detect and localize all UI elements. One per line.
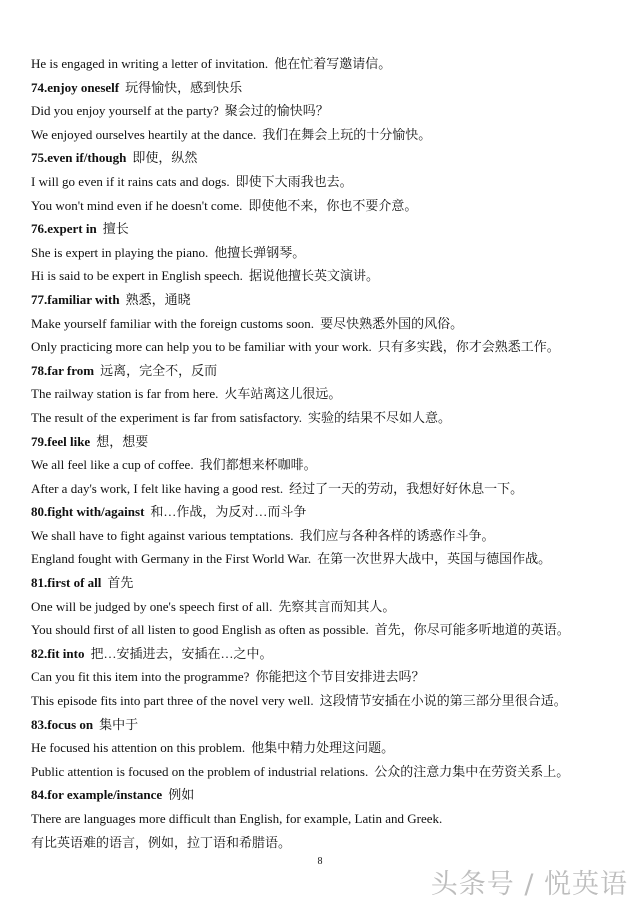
example-sentence [31,241,631,265]
example-sentence [31,382,631,406]
example-sentence [31,760,631,784]
example-sentence [31,170,631,194]
chinese-translation: 这段情节安插在小说的第三部分里很合适。 [319,693,567,709]
phrase-meaning: 集中于 [99,716,139,732]
english-text: You should first of all listen to good English as often as possible. [31,622,369,638]
example-sentence [31,99,631,123]
english-text: This episode fits into part three of the novel very well. [31,693,314,709]
example-sentence [31,595,631,619]
phrase-heading [31,713,631,737]
example-sentence [31,194,631,218]
phrase-heading [31,76,631,100]
chinese-translation: 首先，你尽可能多听地道的英语。 [374,622,570,638]
example-sentence [31,52,631,76]
english-text: We enjoyed ourselves heartily at the dance. [31,126,257,142]
chinese-translation: 即使他不来，你也不要介意。 [248,197,418,213]
page-number: 8 [317,856,323,867]
english-text: I will go even if it rains cats and dogs. [31,173,230,189]
phrase-meaning: 即使，纵然 [132,150,198,166]
english-text: The result of the experiment is far from satisfactory. [31,409,302,425]
phrase-heading [31,359,631,383]
chinese-translation: 公众的注意力集中在劳资关系上。 [374,763,570,779]
chinese-translation: 你能把这个节目安排进去吗？ [255,669,425,685]
example-sentence [31,123,631,147]
phrase-term: 74.enjoy oneself [31,79,120,95]
phrase-term: 78.far from [31,362,95,378]
example-sentence [31,477,631,501]
chinese-translation: 他集中精力处理这问题。 [251,740,395,756]
phrase-meaning: 玩得愉快，感到快乐 [125,79,243,95]
example-sentence [31,312,631,336]
english-text: England fought with Germany in the First World War. [31,551,312,567]
phrase-heading [31,288,631,312]
phrase-term: 80.fight with/against [31,504,145,520]
phrase-meaning: 远离，完全不，反而 [100,362,218,378]
watermark: 头条号 / 悦英语 [430,869,628,900]
english-text: Can you fit this item into the programme? [31,669,250,685]
english-text: There are languages more difficult than English, for example, Latin and Greek. [31,811,443,826]
phrase-term: 76.expert in [31,221,97,237]
example-sentence [31,831,631,855]
chinese-translation: 只有多实践，你才会熟悉工作。 [377,339,560,355]
english-text: We all feel like a cup of coffee. [31,457,194,473]
chinese-translation: 在第一次世界大战中，英国与德国作战。 [317,551,552,567]
phrase-term: 75.even if/though [31,150,127,166]
phrase-heading [31,783,631,807]
chinese-translation: 他擅长弹钢琴。 [214,244,306,260]
example-sentence [31,736,631,760]
document-body [31,52,631,854]
chinese-translation: 聚会过的愉快吗？ [224,103,329,119]
chinese-translation: 实验的结果不尽如人意。 [307,409,451,425]
phrase-term: 81.first of all [31,575,102,591]
phrase-meaning: 和…作战，为反对…而斗争 [150,504,307,520]
chinese-translation: 有比英语难的语言，例如，拉丁语和希腊语。 [31,834,292,850]
english-text: Make yourself familiar with the foreign customs soon. [31,315,315,331]
example-sentence [31,335,631,359]
english-text: Public attention is focused on the problem of industrial relations. [31,763,369,779]
chinese-translation: 先察其言而知其人。 [278,598,396,614]
example-sentence [31,264,631,288]
chinese-translation: 我们应与各种各样的诱惑作斗争。 [299,527,495,543]
english-text: He is engaged in writing a letter of invitation. [31,56,269,71]
example-sentence [31,689,631,713]
phrase-meaning: 想，想要 [96,433,149,449]
english-text: The railway station is far from here. [31,386,219,402]
phrase-heading [31,430,631,454]
english-text: One will be judged by one's speech first of all. [31,598,273,614]
phrase-term: 79.feel like [31,433,91,449]
english-text: After a day's work, I felt like having a good rest. [31,480,284,496]
phrase-meaning: 擅长 [102,221,129,237]
phrase-term: 84.for example/instance [31,787,163,803]
example-sentence [31,406,631,430]
english-text: We shall have to fight against various temptations. [31,527,294,543]
english-text: Did you enjoy yourself at the party? [31,103,219,119]
phrase-meaning: 首先 [107,575,134,591]
phrase-heading [31,642,631,666]
example-sentence [31,547,631,571]
chinese-translation: 我们都想来杯咖啡。 [199,457,317,473]
phrase-meaning: 把…安插进去，安插在…之中。 [90,645,273,661]
english-text: He focused his attention on this problem. [31,740,246,756]
phrase-meaning: 熟悉，通晓 [125,291,191,307]
phrase-term: 82.fit into [31,645,85,661]
chinese-translation: 经过了一天的劳动，我想好好休息一下。 [289,480,524,496]
phrase-heading [31,217,631,241]
english-text: Only practicing more can help you to be familiar with your work. [31,339,372,355]
example-sentence [31,618,631,642]
chinese-translation: 我们在舞会上玩的十分愉快。 [262,126,432,142]
chinese-translation: 据说他擅长英文演讲。 [248,268,379,284]
example-sentence [31,524,631,548]
phrase-term: 83.focus on [31,716,94,732]
english-text: Hi is said to be expert in English speech. [31,268,243,284]
example-sentence [31,665,631,689]
phrase-heading [31,146,631,170]
english-text: You won't mind even if he doesn't come. [31,197,243,213]
english-text: She is expert in playing the piano. [31,244,209,260]
phrase-heading [31,500,631,524]
chinese-translation: 火车站离这儿很远。 [224,386,342,402]
chinese-translation: 他在忙着写邀请信。 [274,56,392,71]
example-sentence [31,807,631,831]
example-sentence [31,453,631,477]
phrase-heading [31,571,631,595]
phrase-term: 77.familiar with [31,291,120,307]
phrase-meaning: 例如 [168,787,195,803]
chinese-translation: 即使下大雨我也去。 [235,173,353,189]
chinese-translation: 要尽快熟悉外国的风俗。 [320,315,464,331]
